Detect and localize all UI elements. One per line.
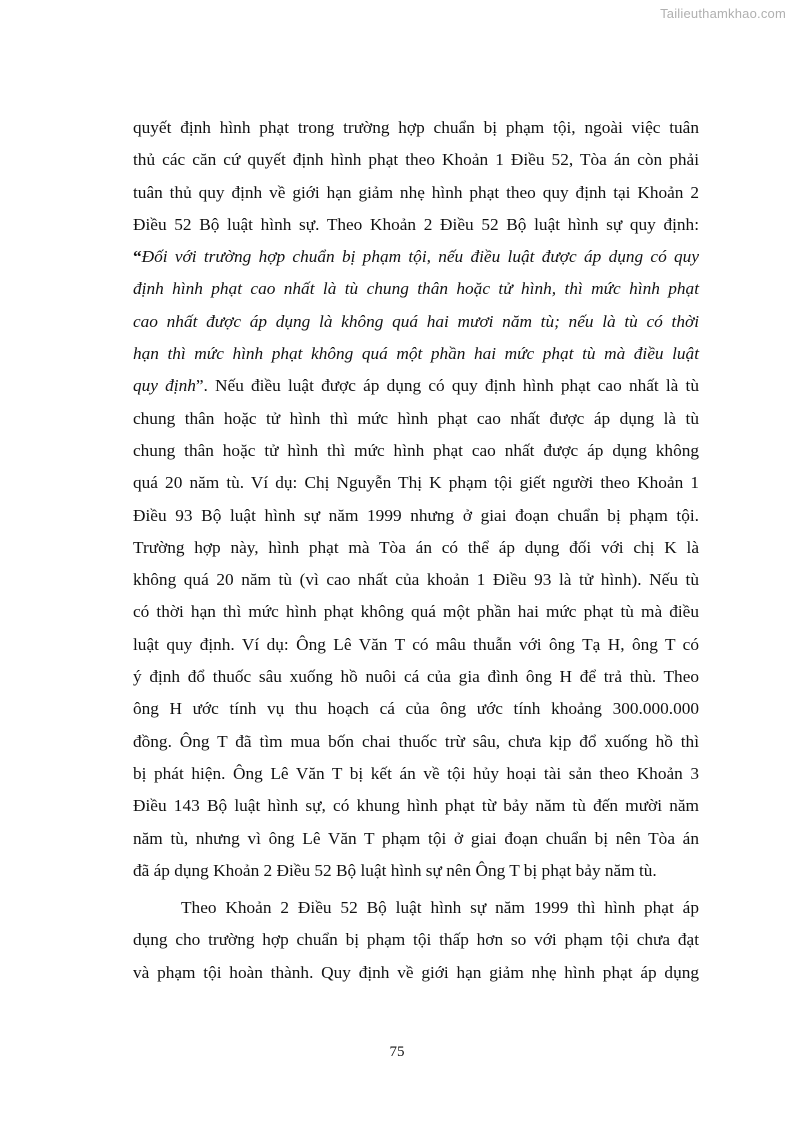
paragraph-end-line: đã áp dụng Khoản 2 Điều 52 Bộ luật hình sự nên Ông T bị phạt bảy năm tù. bbox=[133, 860, 657, 880]
text-line: Trường hợp này, hình phạt mà Tòa án có thể áp dụng đối với chị K là bbox=[133, 537, 699, 557]
text-line: không quá 20 năm tù (vì cao nhất của khoản 1 Điều 93 là tử hình). Nếu tù bbox=[133, 570, 699, 590]
open-quote: “ bbox=[133, 247, 142, 267]
quote-end-line bbox=[133, 370, 699, 402]
text-line: tuân thủ quy định về giới hạn giảm nhẹ hình phạt theo quy định tại Khoản 2 bbox=[133, 182, 699, 202]
text-line: chung thân hoặc tử hình thì mức hình phạt cao nhất được áp dụng là tù bbox=[133, 408, 699, 428]
text-line: Điều 93 Bộ luật hình sự năm 1999 nhưng ở giai đoạn chuẩn bị phạm tội. bbox=[133, 505, 699, 525]
text-line: dụng cho trường hợp chuẩn bị phạm tội thấp hơn so với phạm tội chưa đạt bbox=[133, 930, 699, 950]
text-line: quá 20 năm tù. Ví dụ: Chị Nguyễn Thị K phạm tội giết người theo Khoản 1 bbox=[133, 473, 699, 493]
watermark: Tailieuthamkhao.com bbox=[660, 6, 786, 21]
quote-line: cao nhất được áp dụng là không quá hai mươi năm tù; nếu là tù có thời bbox=[133, 311, 699, 331]
text-line: và phạm tội hoàn thành. Quy định về giới hạn giảm nhẹ hình phạt áp dụng bbox=[133, 962, 699, 982]
text-line: ông H ước tính vụ thu hoạch cá của ông ước tính khoảng 300.000.000 bbox=[133, 699, 699, 719]
text-line: bị phát hiện. Ông Lê Văn T bị kết án về tội hủy hoại tài sản theo Khoản 3 bbox=[133, 763, 699, 783]
text-line: thủ các căn cứ quyết định hình phạt theo Khoản 1 Điều 52, Tòa án còn phải bbox=[133, 150, 699, 170]
text-line: năm tù, nhưng vì ông Lê Văn T phạm tội ở giai đoạn chuẩn bị nên Tòa án bbox=[133, 828, 699, 848]
text-line: quyết định hình phạt trong trường hợp chuẩn bị phạm tội, ngoài việc tuân bbox=[133, 118, 699, 137]
text-run: ”. Nếu điều luật được áp dụng có quy định hình phạt cao nhất là tù bbox=[195, 376, 699, 396]
quote-text: Đối với trường hợp chuẩn bị phạm tội, nếu điều luật được áp dụng có quy bbox=[141, 247, 699, 267]
text-line: có thời hạn thì mức hình phạt không quá một phần hai mức phạt tù mà điều bbox=[133, 602, 699, 622]
paragraph-start-line: Theo Khoản 2 Điều 52 Bộ luật hình sự năm 1999 thì hình phạt áp bbox=[181, 898, 699, 918]
page-number: 75 bbox=[389, 1044, 405, 1060]
text-line: Điều 143 Bộ luật hình sự, có khung hình phạt từ bảy năm tù đến mười năm bbox=[133, 796, 699, 816]
text-line: Điều 52 Bộ luật hình sự. Theo Khoản 2 Điều 52 Bộ luật hình sự quy định: bbox=[133, 214, 699, 234]
document-body bbox=[133, 112, 699, 989]
quote-line: hạn thì mức hình phạt không quá một phần hai mức phạt tù mà điều luật bbox=[133, 344, 699, 364]
quote-text: quy định bbox=[133, 376, 196, 396]
text-line: chung thân hoặc tử hình thì mức hình phạt cao nhất được áp dụng không bbox=[133, 440, 699, 460]
text-line: ý định đổ thuốc sâu xuống hồ nuôi cá của gia đình ông H để trả thù. Theo bbox=[133, 667, 699, 687]
quote-line: định hình phạt cao nhất là tù chung thân hoặc tử hình, thì mức hình phạt bbox=[133, 279, 699, 299]
text-line: luật quy định. Ví dụ: Ông Lê Văn T có mâu thuẫn với ông Tạ H, ông T có bbox=[133, 634, 699, 654]
text-line: đồng. Ông T đã tìm mua bốn chai thuốc trừ sâu, chưa kịp đổ xuống hồ thì bbox=[133, 731, 699, 751]
quote-line bbox=[133, 241, 699, 273]
